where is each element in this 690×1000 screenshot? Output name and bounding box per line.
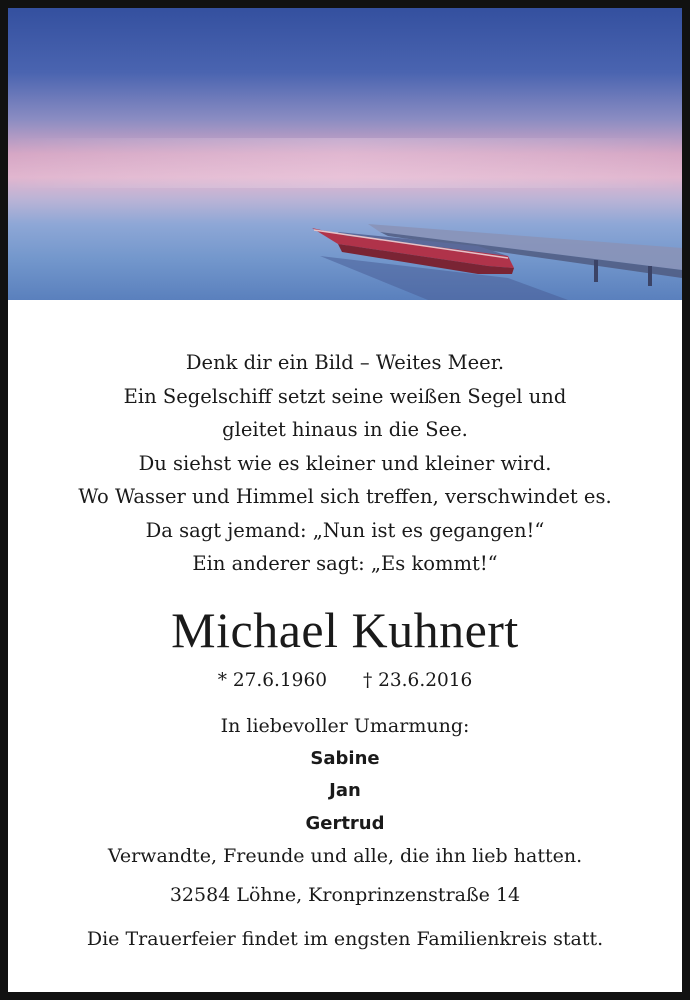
funeral-notice: Die Trauerfeier findet im engsten Familienkreis statt. — [86, 928, 604, 950]
poem — [8, 346, 682, 581]
poem-line: Ein anderer sagt: „Es kommt!“ — [192, 552, 498, 575]
mourner-name: Jan — [329, 780, 361, 801]
deceased-name: Michael Kuhnert — [171, 602, 519, 658]
poem-line: Wo Wasser und Himmel sich treffen, verschwindet es. — [78, 485, 612, 508]
poem-line: Da sagt jemand: „Nun ist es gegangen!“ — [145, 518, 545, 542]
poem-line: Ein Segelschiff setzt seine weißen Segel und — [123, 384, 567, 408]
mourner-name: Gertrud — [305, 812, 385, 834]
poem-line: Du siehst wie es kleiner und kleiner wird. — [138, 451, 552, 475]
poem-line: gleitet hinaus in die See. — [222, 418, 468, 441]
mourners — [8, 710, 682, 873]
mourners-intro: In liebevoller Umarmung: — [220, 715, 470, 737]
birth-date: * 27.6.1960 — [217, 670, 327, 691]
mourner-name: Sabine — [310, 747, 380, 769]
life-dates — [8, 668, 682, 694]
poem-line: Denk dir ein Bild – Weites Meer. — [185, 351, 505, 374]
mourners-others: Verwandte, Freunde und alle, die ihn lieb hatten. — [107, 845, 583, 867]
address: 32584 Löhne, Kronprinzenstraße 14 — [169, 884, 521, 906]
sea-boats-image — [8, 8, 682, 300]
death-date: † 23.6.2016 — [363, 670, 473, 691]
header-photo — [8, 8, 682, 300]
